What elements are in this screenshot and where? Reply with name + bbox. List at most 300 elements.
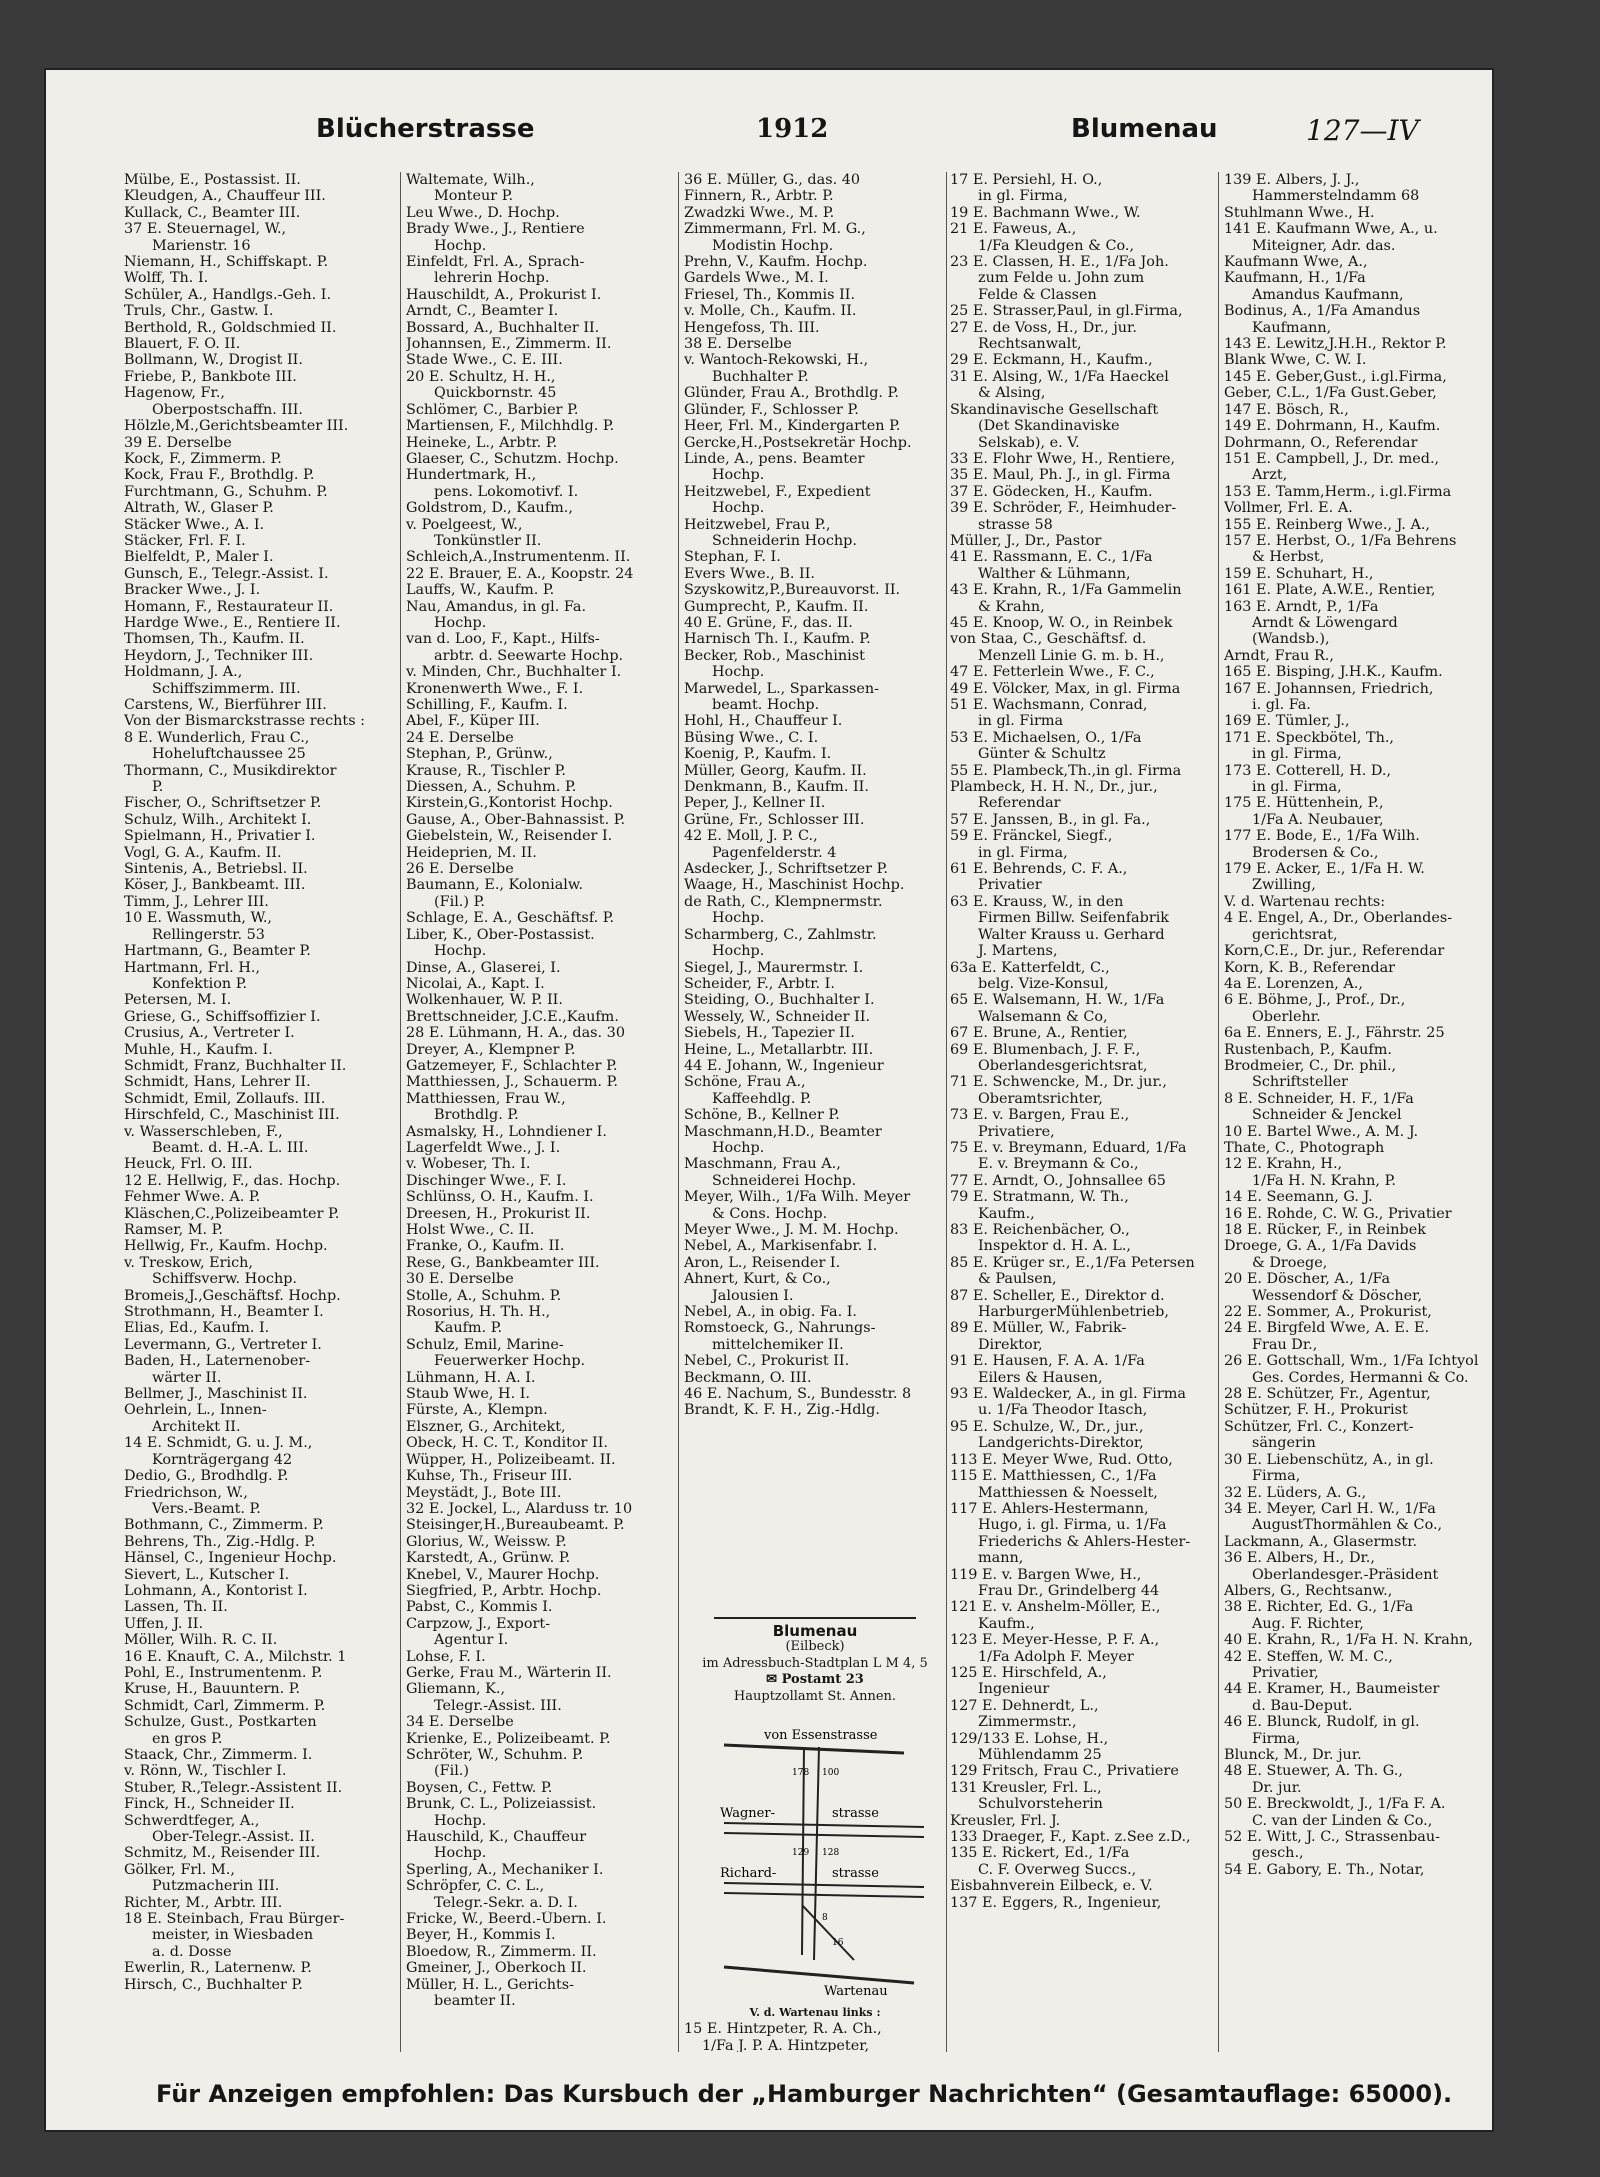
list-item: 14 E. Seemann, G. J. xyxy=(1224,1189,1373,1206)
list-item: Selskab), e. V. xyxy=(978,434,1080,451)
list-item: Hochp. xyxy=(434,1845,487,1862)
list-item: Harnisch Th. I., Kaufm. P. xyxy=(684,631,871,648)
list-item: Becker, Rob., Maschinist xyxy=(684,647,865,664)
list-item: & Herbst, xyxy=(1252,549,1325,566)
list-item: 44 E. Kramer, H., Baumeister xyxy=(1224,1681,1440,1698)
list-item: Stephan, F. I. xyxy=(684,549,781,566)
list-item: Kaufm., xyxy=(978,1205,1035,1222)
list-item: Sperling, A., Mechaniker I. xyxy=(406,1861,604,1878)
list-item: Gölker, Frl. M., xyxy=(124,1861,235,1878)
list-item: Petersen, M. I. xyxy=(124,992,232,1009)
list-item: Wessendorf & Döscher, xyxy=(1252,1287,1423,1304)
page-footer-advert: Für Anzeigen empfohlen: Das Kursbuch der „Hamburger Nachrichten“ (Gesamtauflage: 65000). xyxy=(156,2080,1453,2108)
list-item: 24 E. Derselbe xyxy=(406,729,514,746)
list-item: Schmidt, Hans, Lehrer II. xyxy=(124,1074,311,1091)
list-item: Mühlendamm 25 xyxy=(978,1747,1102,1763)
list-item: Arndt & Löwengard xyxy=(1252,614,1398,631)
list-item: Siegfried, P., Arbtr. Hochp. xyxy=(406,1582,602,1599)
list-item: Matthiessen, J., Schauerm. P. xyxy=(406,1074,618,1091)
list-item: Schröter, W., Schuhm. P. xyxy=(406,1747,584,1763)
list-item: Zimmermann, Frl. M. G., xyxy=(684,221,866,238)
list-item: 4a E. Lorenzen, A., xyxy=(1224,975,1363,992)
list-item: Stuhlmann Wwe., H. xyxy=(1224,204,1375,221)
street-map-block xyxy=(684,1617,946,2052)
list-item: Hochp. xyxy=(712,467,765,484)
list-item: 44 E. Johann, W., Ingenieur xyxy=(684,1057,884,1074)
list-item: Carstens, W., Bierführer III. xyxy=(124,697,327,713)
map-label-richard-b: strasse xyxy=(832,1866,879,1882)
list-item: Ahnert, Kurt, & Co., xyxy=(684,1271,831,1288)
map-plan-reference: im Adressbuch-Stadtplan L M 4, 5 xyxy=(702,1655,928,1671)
list-item: Ingenieur xyxy=(978,1681,1050,1698)
list-item: Pabst, C., Kommis I. xyxy=(406,1599,553,1616)
list-item: Hochp. xyxy=(712,910,765,927)
list-item: Leu Wwe., D. Hochp. xyxy=(406,204,560,221)
list-item: Stäcker, Frl. F. I. xyxy=(124,532,246,549)
list-item: Siegel, J., Maurermstr. I. xyxy=(684,959,864,976)
list-item: beamt. Hochp. xyxy=(712,697,820,713)
list-item: 87 E. Scheller, E., Direktor d. xyxy=(950,1287,1165,1304)
list-item: Homann, F., Restaurateur II. xyxy=(124,598,334,615)
list-item: v. Rönn, W., Tischler I. xyxy=(124,1763,287,1780)
list-item: 121 E. v. Anshelm-Möller, E., xyxy=(950,1599,1161,1616)
list-item: Hirschfeld, C., Maschinist III. xyxy=(124,1107,340,1124)
list-item: 48 E. Stuewer, A. Th. G., xyxy=(1224,1763,1403,1780)
list-item: Kronenwerth Wwe., F. I. xyxy=(406,680,584,697)
list-item: Dinse, A., Glaserei, I. xyxy=(406,959,561,976)
list-item: Konfektion P. xyxy=(152,975,248,992)
list-item: Brady Wwe., J., Rentiere xyxy=(406,221,585,238)
list-item: Bracker Wwe., J. I. xyxy=(124,582,261,599)
list-item: 17 E. Persiehl, H. O., xyxy=(950,172,1103,188)
list-item: Rellingerstr. 53 xyxy=(152,926,265,943)
list-item: Telegr.-Sekr. a. D. I. xyxy=(434,1894,578,1911)
column-divider xyxy=(400,172,401,2052)
list-item: J. Martens, xyxy=(978,943,1058,960)
list-item: 139 E. Albers, J. J., xyxy=(1224,172,1360,188)
list-item: in gl. Firma, xyxy=(978,844,1068,861)
list-item: 32 E. Lüders, A. G., xyxy=(1224,1484,1367,1501)
list-item: Hartmann, Frl. H., xyxy=(124,959,261,976)
list-item: 52 E. Witt, J. C., Strassenbau- xyxy=(1224,1829,1440,1846)
list-item: 46 E. Nachum, S., Bundesstr. 8 xyxy=(684,1386,912,1403)
list-item: 143 E. Lewitz,J.H.H., Rektor P. xyxy=(1224,336,1447,353)
list-item: & Droege, xyxy=(1252,1254,1328,1271)
header-page-number: 127—IV xyxy=(1306,114,1419,147)
list-item: Johannsen, E., Zimmerm. II. xyxy=(406,336,612,353)
list-item: Levermann, G., Vertreter I. xyxy=(124,1336,322,1353)
list-item: Richter, M., Arbtr. III. xyxy=(124,1894,283,1911)
list-item: Kaufm. P. xyxy=(434,1320,503,1337)
list-item: Prehn, V., Kaufm. Hochp. xyxy=(684,254,868,271)
list-item: 29 E. Eckmann, H., Kaufm., xyxy=(950,352,1153,369)
list-item: Hauschildt, A., Prokurist I. xyxy=(406,286,602,303)
list-item: Marwedel, L., Sparkassen- xyxy=(684,680,880,697)
list-item: Korn, K. B., Referendar xyxy=(1224,959,1396,976)
list-item: 161 E. Plate, A.W.E., Rentier, xyxy=(1224,582,1436,599)
list-item: 10 E. Wassmuth, W., xyxy=(124,910,272,927)
list-item: Dreyer, A., Klempner P. xyxy=(406,1041,576,1058)
list-item: Hänsel, C., Ingenieur Hochp. xyxy=(124,1550,337,1567)
map-subtitle: (Eilbeck) xyxy=(785,1639,845,1655)
map-footnote: V. d. Wartenau links : xyxy=(749,2006,881,2020)
list-item: 93 E. Waldecker, A., in gl. Firma xyxy=(950,1386,1186,1403)
list-item: Meystädt, J., Bote III. xyxy=(406,1484,562,1501)
list-item: 21 E. Faweus, A., xyxy=(950,221,1077,238)
list-item: Oberpostschaffn. III. xyxy=(152,401,304,418)
list-item: Ewerlin, R., Laternenw. P. xyxy=(124,1960,312,1977)
column-divider xyxy=(946,172,947,2052)
list-item: Hochp. xyxy=(712,664,765,681)
list-item: Blauert, F. O. II. xyxy=(124,336,241,353)
list-item: Aug. F. Richter, xyxy=(1252,1615,1364,1632)
list-item: Siebels, H., Tapezier II. xyxy=(684,1025,856,1042)
list-item: Linde, A., pens. Beamter xyxy=(684,450,865,467)
directory-page xyxy=(46,70,1492,2130)
list-item: Feuerwerker Hochp. xyxy=(434,1353,586,1370)
list-item: 16 E. Rohde, C. W. G., Privatier xyxy=(1224,1205,1452,1222)
list-item: Steisinger,H.,Bureaubeamt. P. xyxy=(406,1517,625,1534)
list-item: Asmalsky, H., Lohndiener I. xyxy=(406,1123,607,1140)
list-item: Vollmer, Frl. E. A. xyxy=(1224,500,1353,517)
list-item: Schöne, B., Kellner P. xyxy=(684,1107,840,1124)
list-item: Nebel, C., Prokurist II. xyxy=(684,1353,850,1370)
list-item: 50 E. Breckwoldt, J., 1/Fa F. A. xyxy=(1224,1796,1446,1813)
list-item: Kullack, C., Beamter III. xyxy=(124,204,301,221)
map-label-wagner-b: strasse xyxy=(832,1806,879,1822)
list-item: 91 E. Hausen, F. A. A. 1/Fa xyxy=(950,1353,1145,1370)
list-item: Gause, A., Ober-Bahnassist. P. xyxy=(406,811,626,828)
directory-column-2 xyxy=(406,172,676,2052)
list-item: Schmidt, Franz, Buchhalter II. xyxy=(124,1057,347,1074)
list-item: Kirstein,G.,Kontorist Hochp. xyxy=(406,795,613,812)
list-item: Schulze, Gust., Postkarten xyxy=(124,1714,317,1731)
list-item: Büsing Wwe., C. I. xyxy=(684,729,819,746)
list-item: v. Minden, Chr., Buchhalter I. xyxy=(406,664,622,681)
list-item: Hochp. xyxy=(712,943,765,960)
list-item: von Staa, C., Geschäftsf. d. xyxy=(950,631,1147,648)
list-item: Schützer, Frl. C., Konzert- xyxy=(1224,1418,1414,1435)
list-item: 63a E. Katterfeldt, C., xyxy=(950,959,1110,976)
list-item: Elias, Ed., Kaufm. I. xyxy=(124,1320,270,1337)
list-item: Kaufmann Wwe, A., xyxy=(1224,254,1368,271)
list-item: a. d. Dosse xyxy=(152,1943,232,1960)
list-item: Brodersen & Co., xyxy=(1252,844,1379,861)
list-item: Furchtmann, G., Schuhm. P. xyxy=(124,483,328,500)
list-item: Timm, J., Lehrer III. xyxy=(124,893,269,910)
list-item: 153 E. Tamm,Herm., i.gl.Firma xyxy=(1224,483,1452,500)
list-item: 46 E. Blunck, Rudolf, in gl. xyxy=(1224,1714,1420,1731)
list-item: 151 E. Campbell, J., Dr. med., xyxy=(1224,450,1440,467)
directory-column-1 xyxy=(124,172,394,2052)
list-item: 177 E. Bode, E., 1/Fa Wilh. xyxy=(1224,828,1420,845)
list-item: Hartmann, G., Beamter P. xyxy=(124,943,311,960)
list-item: Pohl, E., Instrumentenm. P. xyxy=(124,1664,323,1681)
list-item: Oberamtsrichter, xyxy=(978,1090,1103,1107)
map-number: 16 xyxy=(832,1938,844,1949)
list-item: Gunsch, E., Telegr.-Assist. I. xyxy=(124,565,329,582)
list-item: Truls, Chr., Gastw. I. xyxy=(124,303,274,320)
list-item: V. d. Wartenau rechts: xyxy=(1224,893,1386,910)
list-item: Brettschneider, J.C.E.,Kaufm. xyxy=(406,1008,619,1025)
list-item: Thormann, C., Musikdirektor xyxy=(124,762,337,779)
list-item: Altrath, W., Glaser P. xyxy=(124,500,274,517)
list-item: 37 E. Steuernagel, W., xyxy=(124,221,287,238)
list-item: Wüpper, H., Polizeibeamt. II. xyxy=(406,1451,616,1468)
list-item: Zwilling, xyxy=(1252,877,1316,894)
list-item: Scheider, F., Arbtr. I. xyxy=(684,975,835,992)
list-item: 1/Fa J. P. A. Hintzpeter, xyxy=(702,2037,870,2052)
list-item: Tonkünstler II. xyxy=(434,532,542,549)
list-item: C. F. Overweg Succs., xyxy=(978,1861,1137,1878)
list-item: Nicolai, A., Kapt. I. xyxy=(406,975,545,992)
list-item: Martiensen, F., Milchhdlg. P. xyxy=(406,418,615,435)
list-item: Baden, H., Laternenober- xyxy=(124,1353,311,1370)
list-item: Walter Krauss u. Gerhard xyxy=(978,926,1165,943)
list-item: Hochp. xyxy=(434,1812,487,1829)
list-item: Schöne, Frau A., xyxy=(684,1074,806,1091)
list-item: Blank Wwe, C. W. I. xyxy=(1224,352,1367,369)
list-item: Kläschen,C.,Polizeibeamter P. xyxy=(124,1205,340,1222)
list-item: Staub Wwe, H. I. xyxy=(406,1386,531,1403)
list-item: 129/133 E. Lohse, H., xyxy=(950,1730,1109,1747)
list-item: 39 E. Schröder, F., Heimhuder- xyxy=(950,500,1177,517)
list-item: Holst Wwe., C. II. xyxy=(406,1222,535,1238)
list-item: Dreesen, H., Prokurist II. xyxy=(406,1205,591,1222)
list-item: Kaufmann, xyxy=(1252,319,1332,336)
list-item: Schlünss, O. H., Kaufm. I. xyxy=(406,1189,594,1206)
list-item: Frau Dr., xyxy=(1252,1336,1318,1353)
list-item: 28 E. Lühmann, H. A., das. 30 xyxy=(406,1025,625,1042)
list-item: u. 1/Fa Theodor Itasch, xyxy=(978,1402,1148,1419)
list-item: Gercke,H.,Postsekretär Hochp. xyxy=(684,434,912,451)
list-item: Kock, F., Zimmerm. P. xyxy=(124,450,282,467)
list-item: v. Wantoch-Rekowski, H., xyxy=(684,352,869,369)
list-item: Baumann, E., Kolonialw. xyxy=(406,877,584,894)
list-item: Bloedow, R., Zimmerm. II. xyxy=(406,1943,597,1960)
list-item: Jalousien I. xyxy=(712,1287,794,1304)
list-item: Dohrmann, O., Referendar xyxy=(1224,434,1418,451)
list-item: Nau, Amandus, in gl. Fa. xyxy=(406,598,587,615)
list-item: Zimmermstr., xyxy=(978,1714,1077,1731)
list-item: Behrens, Th., Zig.-Hdlg. P. xyxy=(124,1533,316,1550)
list-item: 40 E. Grüne, F., das. II. xyxy=(684,614,853,631)
list-item: Albers, G., Rechtsanw., xyxy=(1224,1582,1393,1599)
list-item: Vogl, G. A., Kaufm. II. xyxy=(124,844,282,861)
list-item: 32 E. Jockel, L., Alarduss tr. 10 xyxy=(406,1500,633,1517)
map-post-label: Postamt 23 xyxy=(781,1672,864,1688)
list-item: 173 E. Cotterell, H. D., xyxy=(1224,762,1392,779)
list-item: Arndt, Frau R., xyxy=(1224,647,1334,664)
list-item: gesch., xyxy=(1252,1845,1304,1862)
list-item: Hagenow, Fr., xyxy=(124,385,225,402)
list-item: Hohl, H., Chauffeur I. xyxy=(684,713,843,730)
list-item: Aron, L., Reisender I. xyxy=(684,1254,841,1271)
list-item: Heineke, L., Arbtr. P. xyxy=(406,434,558,451)
list-item: Berthold, R., Goldschmied II. xyxy=(124,319,337,336)
list-item: Bossard, A., Buchhalter II. xyxy=(406,319,600,336)
list-item: Holdmann, J. A., xyxy=(124,664,243,681)
list-item: van d. Loo, F., Kapt., Hilfs- xyxy=(406,631,600,648)
map-street-top xyxy=(724,1745,904,1753)
list-item: 6 E. Böhme, J., Prof., Dr., xyxy=(1224,992,1406,1009)
street-map xyxy=(684,1705,946,2005)
list-item: Lohmann, A., Kontorist I. xyxy=(124,1582,308,1599)
list-item: en gros P. xyxy=(152,1730,223,1747)
list-item: Staack, Chr., Zimmerm. I. xyxy=(124,1747,313,1763)
list-item: Meyer, Wilh., 1/Fa Wilh. Meyer xyxy=(684,1189,911,1206)
list-item: Peper, J., Kellner II. xyxy=(684,795,826,812)
list-item: lehrerin Hochp. xyxy=(434,270,550,287)
list-item: 26 E. Derselbe xyxy=(406,861,514,878)
list-item: Wessely, W., Schneider II. xyxy=(684,1008,871,1025)
list-item: 34 E. Derselbe xyxy=(406,1714,514,1731)
list-item: Kreusler, Frl. J. xyxy=(950,1812,1061,1829)
list-item: 113 E. Meyer Wwe, Rud. Otto, xyxy=(950,1451,1173,1468)
list-item: Szyskowitz,P.,Bureauvorst. II. xyxy=(684,582,901,599)
list-item: Schiffsverw. Hochp. xyxy=(152,1271,298,1288)
list-item: 79 E. Stratmann, W. Th., xyxy=(950,1189,1129,1206)
list-item: Maschmann,H.D., Beamter xyxy=(684,1123,882,1140)
list-item: Dedio, G., Brodhdlg. P. xyxy=(124,1468,289,1485)
column-3-entries xyxy=(684,172,946,1419)
list-item: 28 E. Schützer, Fr., Agentur, xyxy=(1224,1386,1431,1403)
list-item: Friesel, Th., Kommis II. xyxy=(684,286,856,303)
list-item: d. Bau-Deput. xyxy=(1252,1697,1353,1714)
map-post-office: ✉ Postamt 23 xyxy=(766,1672,864,1688)
list-item: in gl. Firma xyxy=(978,713,1064,730)
list-item: 30 E. Liebenschütz, A., in gl. xyxy=(1224,1451,1434,1468)
list-item: Friederichs & Ahlers-Hester- xyxy=(978,1533,1191,1550)
list-item: 37 E. Gödecken, H., Kaufm. xyxy=(950,483,1153,500)
list-item: Schlage, E. A., Geschäftsf. P. xyxy=(406,910,615,927)
list-item: Lassen, Th. II. xyxy=(124,1599,228,1616)
list-item: 115 E. Matthiessen, C., 1/Fa xyxy=(950,1468,1157,1485)
list-item: mittelchemiker II. xyxy=(712,1336,844,1353)
list-item: 10 E. Bartel Wwe., A. M. J. xyxy=(1224,1123,1419,1140)
list-item: Niemann, H., Schiffskapt. P. xyxy=(124,254,329,271)
list-item: 27 E. de Voss, H., Dr., jur. xyxy=(950,319,1137,336)
list-item: Goldstrom, D., Kaufm., xyxy=(406,500,573,517)
list-item: Hauschild, K., Chauffeur xyxy=(406,1829,587,1846)
list-item: Heer, Frl. M., Kindergarten P. xyxy=(684,418,901,435)
list-item: 35 E. Maul, Ph. J., in gl. Firma xyxy=(950,467,1171,484)
list-item: Skandinavische Gesellschaft xyxy=(950,401,1159,418)
list-item: Fürste, A., Klempn. xyxy=(406,1402,548,1419)
list-item: beamter II. xyxy=(434,1993,516,2010)
list-item: Gliemann, K., xyxy=(406,1681,506,1698)
list-item: Fischer, O., Schriftsetzer P. xyxy=(124,795,322,812)
list-item: Rustenbach, P., Kaufm. xyxy=(1224,1041,1392,1058)
map-label-wagner-a: Wagner- xyxy=(720,1806,775,1822)
list-item: Krienke, E., Polizeibeamt. P. xyxy=(406,1730,611,1747)
list-item: meister, in Wiesbaden xyxy=(152,1927,314,1944)
list-item: wärter II. xyxy=(152,1369,222,1386)
list-item: in gl. Firma, xyxy=(978,188,1068,205)
list-item: Schiffszimmerm. III. xyxy=(152,680,301,697)
list-item: Quickbornstr. 45 xyxy=(434,385,557,402)
list-item: Giebelstein, W., Reisender I. xyxy=(406,828,613,845)
list-item: Schulvorsteherin xyxy=(978,1796,1103,1813)
list-item: 77 E. Arndt, O., Johnsallee 65 xyxy=(950,1172,1166,1189)
list-item: 89 E. Müller, W., Fabrik- xyxy=(950,1320,1127,1337)
list-item: Pagenfelderstr. 4 xyxy=(712,844,837,861)
list-item: v. Poelgeest, W., xyxy=(406,516,523,533)
list-item: 25 E. Strasser,Paul, in gl.Firma, xyxy=(950,303,1183,320)
list-item: HarburgerMühlenbetrieb, xyxy=(978,1304,1169,1321)
list-item: Schmitz, M., Reisender III. xyxy=(124,1845,321,1862)
list-item: Koenig, P., Kaufm. I. xyxy=(684,746,832,763)
list-item: Lühmann, H. A. I. xyxy=(406,1369,536,1386)
list-item: Glorius, W., Weissw. P. xyxy=(406,1533,567,1550)
list-item: Fricke, W., Beerd.-Übern. I. xyxy=(406,1911,607,1928)
list-item: Diessen, A., Schuhm. P. xyxy=(406,779,577,796)
list-item: 1/Fa Kleudgen & Co., xyxy=(978,237,1135,254)
list-item: Friebe, P., Bankbote III. xyxy=(124,368,297,385)
list-item: Modistin Hochp. xyxy=(712,237,834,254)
list-item: 175 E. Hüttenhein, P., xyxy=(1224,795,1384,812)
list-item: 12 E. Krahn, H., xyxy=(1224,1156,1343,1173)
list-item: Friedrichson, W., xyxy=(124,1484,248,1501)
list-item: Beyer, H., Kommis I. xyxy=(406,1927,556,1944)
list-item: Müller, J., Dr., Pastor xyxy=(950,532,1102,549)
list-item: 15 E. Hintzpeter, R. A. Ch., xyxy=(684,2021,882,2038)
list-item: Nebel, A., Markisenfabr. I. xyxy=(684,1238,878,1255)
list-item: 131 Kreusler, Frl. L., xyxy=(950,1779,1102,1796)
list-item: arbtr. d. Seewarte Hochp. xyxy=(434,647,624,664)
list-item: Marienstr. 16 xyxy=(152,237,251,254)
list-item: Schulz, Emil, Marine- xyxy=(406,1336,564,1353)
list-item: 18 E. Steinbach, Frau Bürger- xyxy=(124,1911,345,1928)
list-item: 73 E. v. Bargen, Frau E., xyxy=(950,1107,1130,1124)
list-item: 165 E. Bisping, J.H.K., Kaufm. xyxy=(1224,664,1443,681)
list-item: Matthiessen & Noesselt, xyxy=(978,1484,1158,1501)
list-item: 133 Draeger, F., Kapt. z.See z.D., xyxy=(950,1829,1191,1846)
list-item: Einfeldt, Frl. A., Sprach- xyxy=(406,254,585,271)
list-item: v. Molle, Ch., Kaufm. II. xyxy=(684,303,857,320)
list-item: 1/Fa Adolph F. Meyer xyxy=(978,1648,1134,1665)
directory-column-5 xyxy=(1224,172,1486,2052)
map-label-bottom: Wartenau xyxy=(824,1984,888,2000)
list-item: P. xyxy=(152,779,164,796)
map-number: 100 xyxy=(822,1768,840,1779)
list-item: Maschmann, Frau A., xyxy=(684,1156,841,1173)
list-item: AugustThormählen & Co., xyxy=(1252,1517,1443,1534)
list-item: Stolle, A., Schuhm. P. xyxy=(406,1287,562,1304)
list-item: 129 Fritsch, Frau C., Privatiere xyxy=(950,1763,1179,1780)
list-item: Bielfeldt, P., Maler I. xyxy=(124,549,274,566)
list-item: Glünder, Frau A., Brothdlg. P. xyxy=(684,385,899,402)
list-item: 141 E. Kaufmann Wwe, A., u. xyxy=(1224,221,1438,238)
list-item: Spielmann, H., Privatier I. xyxy=(124,828,316,845)
list-item: 159 E. Schuhart, H., xyxy=(1224,565,1374,582)
list-item: Heydorn, J., Techniker III. xyxy=(124,647,314,664)
list-item: Schneiderin Hochp. xyxy=(712,532,857,549)
list-item: Stäcker Wwe., A. I. xyxy=(124,516,265,533)
list-item: Monteur P. xyxy=(434,188,514,205)
list-item: Bollmann, W., Drogist II. xyxy=(124,352,303,369)
list-item: Karstedt, A., Grünw. P. xyxy=(406,1550,571,1567)
list-item: Boysen, C., Fettw. P. xyxy=(406,1779,553,1796)
list-item: Geber, C.L., 1/Fa Gust.Geber, xyxy=(1224,385,1437,402)
list-item: 53 E. Michaelsen, O., 1/Fa xyxy=(950,729,1142,746)
list-item: Krause, R., Tischler P. xyxy=(406,762,566,779)
list-item: 36 E. Albers, H., Dr., xyxy=(1224,1550,1375,1567)
list-item: Finck, H., Schneider II. xyxy=(124,1796,295,1813)
list-item: 57 E. Janssen, B., in gl. Fa., xyxy=(950,811,1151,828)
map-title: Blumenau xyxy=(772,1622,858,1640)
list-item: 145 E. Geber,Gust., i.gl.Firma, xyxy=(1224,368,1447,385)
